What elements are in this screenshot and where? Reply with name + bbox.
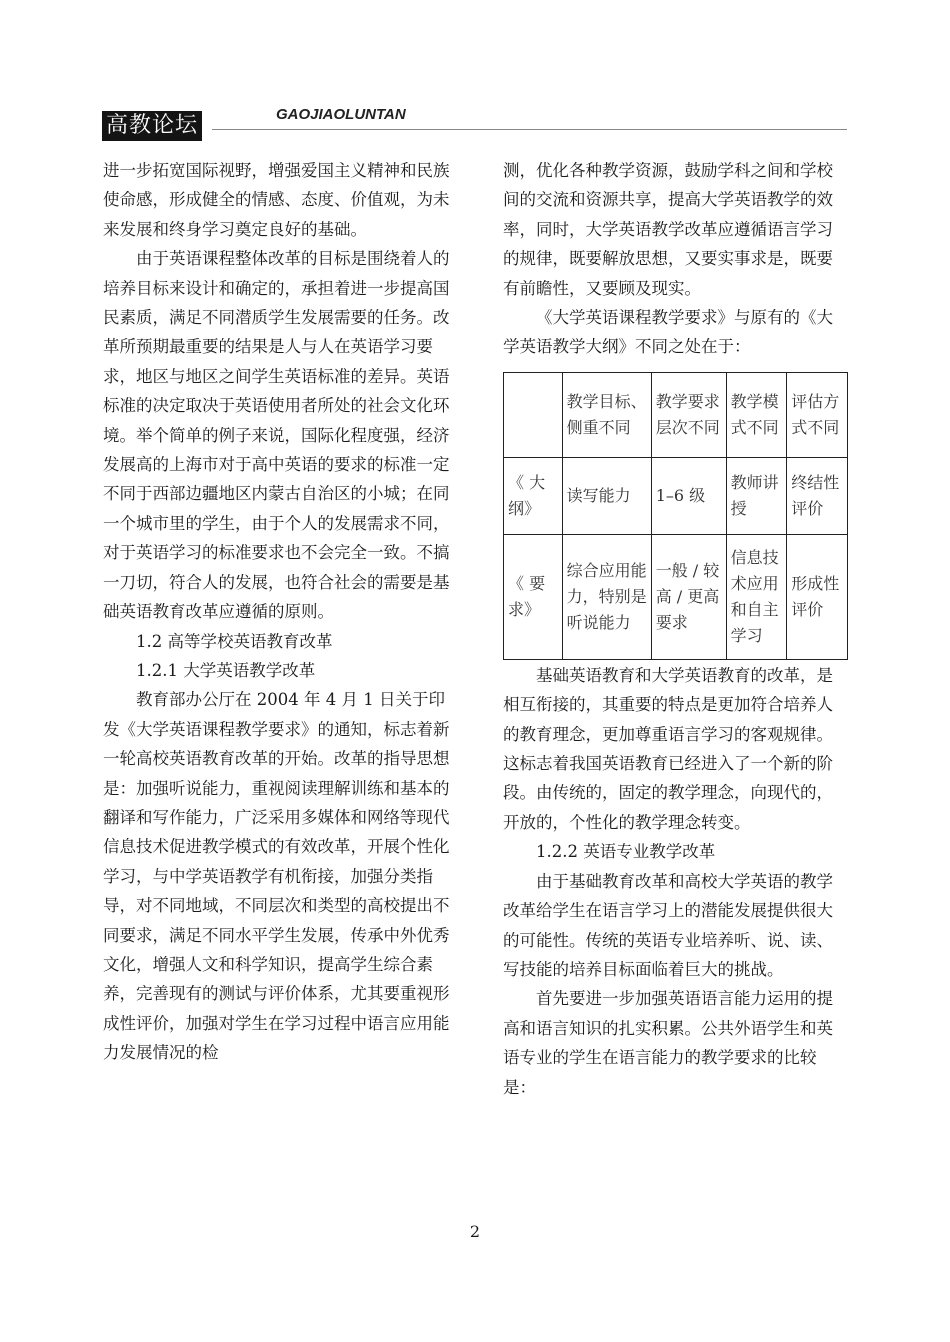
- paragraph: 由于基础教育改革和高校大学英语的教学改革给学生在语言学习上的潜能发展提供很大的可能性。传统的英语专业培养听、说、读、写技能的培养目标面临着巨大的挑战。: [503, 871, 833, 979]
- table-cell: [504, 372, 563, 457]
- paragraph: 《大学英语课程教学要求》与原有的《大学英语教学大纲》不同之处在于：: [503, 308, 833, 357]
- table-cell: 终结性评价: [787, 457, 848, 534]
- header-rule: [212, 129, 847, 130]
- table-header-cell: 评估方式不同: [787, 372, 848, 457]
- journal-title-pinyin: GAOJIAOLUNTAN: [276, 106, 406, 123]
- paragraph: 基础英语教育和大学英语教育的改革，是相互衔接的，其重要的特点是更加符合培养人的教育理念，更加尊重语言学习的客观规律。这标志着我国英语教育已经进入了一个新的阶段。由传统的，固定的教学理念，向现代的，开放的，个性化的教学理念转变。: [503, 665, 833, 832]
- table-header-cell: 教学模式不同: [726, 372, 787, 457]
- paragraph: 进一步拓宽国际视野，增强爱国主义精神和民族使命感，形成健全的情感、态度、价值观，为未来发展和终身学习奠定良好的基础。: [103, 161, 450, 239]
- subsection-heading: 1.2.2 英语专业教学改革: [536, 842, 716, 862]
- journal-title-badge: 高教论坛: [102, 111, 202, 141]
- table-cell: 读写能力: [562, 457, 651, 534]
- table-cell: 一般 / 较高 / 更高要求: [651, 534, 726, 659]
- paragraph: 由于英语课程整体改革的目标是围绕着人的培养目标来设计和确定的，承担着进一步提高国民素质，满足不同潜质学生发展需要的任务。改革所预期最重要的结果是人与人在英语学习要求，地区与地区之间学生英语标准的差异。英语标准的决定取决于英语使用者所处的社会文化环境。举个简单的例子来说，国际化程度强，经济发展高的上海市对于高中英语的要求的标准一定不同于西部边疆地区内蒙古自治区的小城；在同一个城市里的学生，由于个人的发展需求不同，对于英语学习的标准要求也不会完全一致。不搞一刀切，符合人的发展，也符合社会的需要是基础英语教育改革应遵循的原则。: [103, 249, 450, 622]
- paragraph: 测，优化各种教学资源，鼓励学科之间和学校间的交流和资源共享，提高大学英语教学的效率，同时，大学英语教学改革应遵循语言学习的规律，既要解放思想，又要实事求是，既要有前瞻性，又要顾及现实。: [503, 161, 833, 298]
- comparison-table: [503, 372, 848, 660]
- table-cell: 信息技术应用和自主学习: [726, 534, 787, 659]
- table-row-label: 《 要求》: [504, 534, 563, 659]
- table-cell: 综合应用能力，特别是听说能力: [562, 534, 651, 659]
- table-row: [504, 457, 848, 534]
- subsection-heading: 1.2.1 大学英语教学改革: [136, 660, 316, 680]
- paragraph: 首先要进一步加强英语语言能力运用的提高和语言知识的扎实积累。公共外语学生和英语专业的学生在语言能力的教学要求的比较是：: [503, 989, 833, 1097]
- paragraph: 教育部办公厅在 2004 年 4 月 1 日关于印发《大学英语课程教学要求》的通知，标志着新一轮高校英语教育改革的开始。改革的指导思想是：加强听说能力，重视阅读理解训练和基本的翻译和写作能力，广泛采用多媒体和网络等现代信息技术促进教学模式的有效改革，开展个性化学习，与中学英语教学有机衔接，加强分类指导，对不同地域，不同层次和类型的高校提出不同要求，满足不同水平学生发展，传承中外优秀文化，增强人文和科学知识，提高学生综合素养，完善现有的测试与评价体系，尤其要重视形成性评价，加强对学生在学习过程中语言应用能力发展情况的检: [103, 690, 450, 1063]
- table-header-row: [504, 372, 848, 457]
- table-row: [504, 534, 848, 659]
- table-cell: 形成性评价: [787, 534, 848, 659]
- table-cell: 1–6 级: [651, 457, 726, 534]
- section-heading: 1.2 高等学校英语教育改革: [136, 631, 333, 651]
- right-column: [503, 156, 848, 1102]
- page-number: 2: [469, 1222, 481, 1241]
- table-header-cell: 教学目标、侧重不同: [562, 372, 651, 457]
- left-column: [103, 156, 455, 1068]
- table-row-label: 《 大纲》: [504, 457, 563, 534]
- table-header-cell: 教学要求层次不同: [651, 372, 726, 457]
- table-cell: 教师讲授: [726, 457, 787, 534]
